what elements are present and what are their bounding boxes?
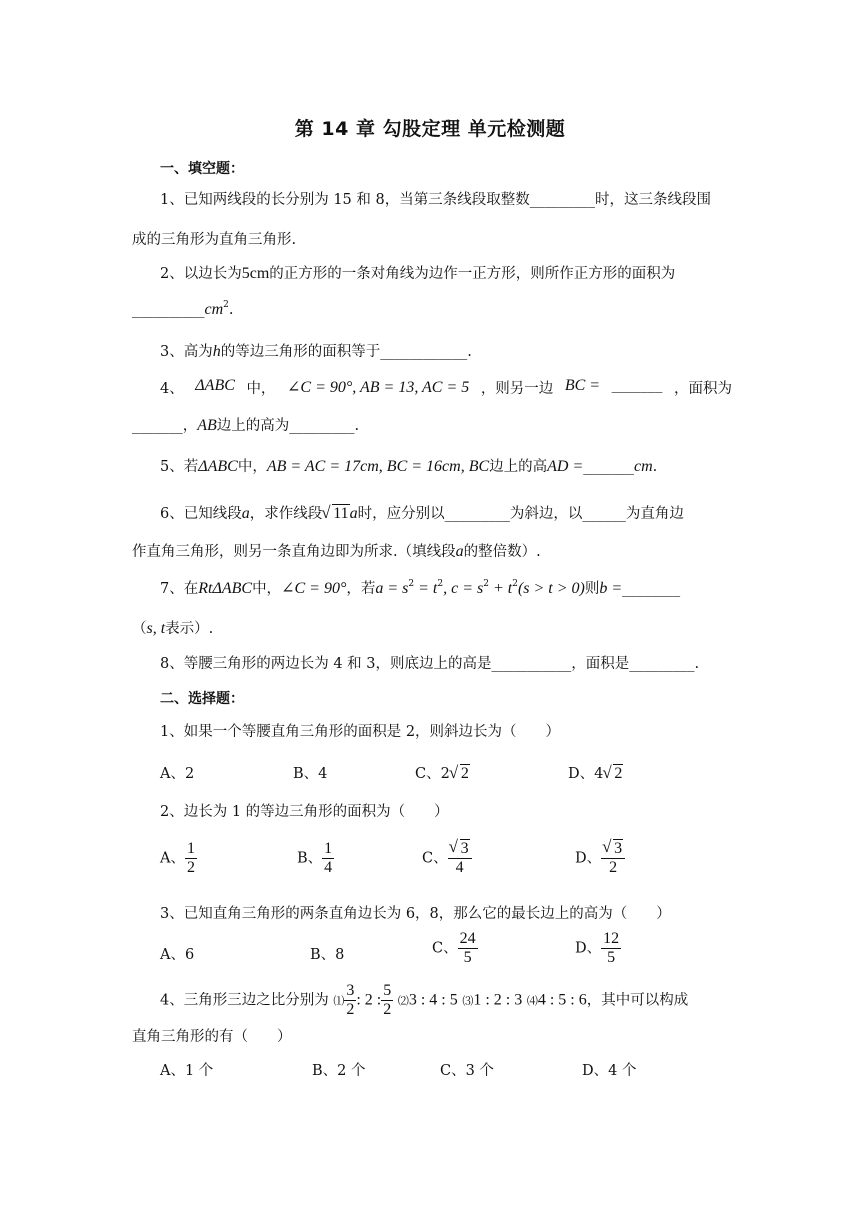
question-4-line-1: 4、 ΔABC 中， ∠C = 90°, AB = 13, AC = 5 ，则另一边 BC = _______ ，面积为 <box>160 377 732 397</box>
choice-question-1: 1、如果一个等腰直角三角形的面积是 2，则斜边长为（ ） <box>160 724 561 740</box>
question-2-line-1: 2、以边长为5cm的正方形的一条对角线为边作一正方形，则所作正方形的面积为 <box>160 265 676 282</box>
fraction: $\frac{12}{5}$ <box>603 930 620 966</box>
option-c[interactable]: C、3 个 <box>440 1063 494 1079</box>
option-b[interactable]: B、8 <box>310 947 345 963</box>
question-7-line-2: （s, t表示）. <box>132 620 214 637</box>
answer-blank[interactable]: _______ <box>583 459 635 475</box>
sqrt-symbol: √ 2 <box>450 765 470 783</box>
question-1-line-2: 成的三角形为直角三角形. <box>132 232 297 248</box>
option-d[interactable]: D、 $\frac{12}{5}$ <box>575 930 620 966</box>
fraction: $\frac{1}{2}$ <box>186 840 195 876</box>
question-6-line-1: 6、已知线段a，求作线段√ 11a时，应分别以_________为斜边，以______为直角边 <box>160 502 732 523</box>
choice-question-4-line-1: 4、三角形三边之比分别为 ⑴ $\frac{3}{2}$ : 2 : $\frac{5}{2}$ ⑵3 : 4 : 5 ⑶1 : 2 : 3 ⑷4 : 5 : 6，其中可以构成 <box>160 982 689 1018</box>
answer-blank[interactable]: _________ <box>289 418 355 434</box>
option-d[interactable]: D、4 个 <box>582 1063 637 1079</box>
fraction: √ $\frac{3}{4}$ <box>448 840 472 877</box>
sqrt-symbol: √ 3 <box>450 840 470 858</box>
fraction: $\frac{1}{4}$ <box>324 840 333 876</box>
answer-blank[interactable]: _______ <box>132 418 183 434</box>
question-7-line-1: 7、在RtΔABC中，∠C = 90°，若$a = s^2 = t^2$, $c = s^2 + t^2(s > t > 0)$则b =________ <box>160 579 681 597</box>
answer-blank[interactable]: _______ <box>611 377 663 393</box>
question-4-line-2: _______，AB边上的高为_________. <box>132 417 360 434</box>
choice-question-3: 3、已知直角三角形的两条直角边长为 6，8，那么它的最长边上的高为（ ） <box>160 906 671 922</box>
fraction: $\frac{5}{2}$ <box>383 982 392 1018</box>
choice-question-4-line-2: 直角三角形的有（ ） <box>132 1029 292 1045</box>
option-b[interactable]: B、4 <box>293 766 328 782</box>
option-a[interactable]: A、 $\frac{1}{2}$ <box>160 840 195 876</box>
question-5: 5、若ΔABC中，AB = AC = 17cm, BC = 16cm, BC边上的高AD =_______cm. <box>160 458 658 475</box>
option-d[interactable]: D、 √ $\frac{3}{2}$ <box>575 840 625 877</box>
option-c[interactable]: C、 √ $\frac{3}{4}$ <box>422 840 472 877</box>
option-a[interactable]: A、1 个 <box>160 1063 214 1079</box>
sqrt-symbol: √ 11 <box>322 505 349 523</box>
fraction: $\frac{3}{2}$ <box>346 982 355 1018</box>
answer-blank[interactable]: ____________ <box>380 344 468 360</box>
choice-question-2: 2、边长为 1 的等边三角形的面积为（ ） <box>160 804 449 820</box>
option-d[interactable]: D、4√ 2 <box>568 762 623 783</box>
fraction: √ $\frac{3}{2}$ <box>601 840 625 877</box>
option-a[interactable]: A、2 <box>160 766 195 782</box>
sqrt-symbol: √ 3 <box>603 840 623 858</box>
question-6-line-2: 作直角三角形，则另一条直角边即为所求.（填线段a的整倍数）. <box>132 543 541 560</box>
option-a[interactable]: A、6 <box>160 947 195 963</box>
question-2-line-2: $\_\_\_\_\_\_\_\_\_\_cm^2$. <box>132 300 234 318</box>
option-c[interactable]: C、2√ 2 <box>415 762 470 783</box>
answer-blank[interactable]: __________ <box>132 302 205 318</box>
answer-blank[interactable]: _________ <box>629 656 695 672</box>
answer-blank[interactable]: ________ <box>622 581 681 597</box>
answer-blank[interactable]: _________ <box>529 192 595 208</box>
section-fill-blank-heading: 一、填空题： <box>160 161 244 177</box>
fraction: $\frac{24}{5}$ <box>459 930 476 966</box>
option-c[interactable]: C、 $\frac{24}{5}$ <box>432 930 476 966</box>
page-title: 第 14 章 勾股定理 单元检测题 <box>294 118 566 140</box>
question-3: 3、高为h的等边三角形的面积等于____________. <box>160 343 472 360</box>
answer-blank[interactable]: _________ <box>444 506 510 522</box>
answer-blank[interactable]: ______ <box>582 506 626 522</box>
answer-blank[interactable]: ___________ <box>491 656 572 672</box>
option-b[interactable]: B、2 个 <box>312 1063 366 1079</box>
sqrt-symbol: √ 2 <box>603 765 623 783</box>
question-1-line-1: 1、已知两线段的长分别为 15 和 8，当第三条线段取整数_________时，这三条线段围 <box>160 192 711 208</box>
section-choice-heading: 二、选择题： <box>160 691 244 707</box>
option-b[interactable]: B、 $\frac{1}{4}$ <box>297 840 333 876</box>
question-8: 8、等腰三角形的两边长为 4 和 3，则底边上的高是___________，面积是_________. <box>160 656 700 672</box>
